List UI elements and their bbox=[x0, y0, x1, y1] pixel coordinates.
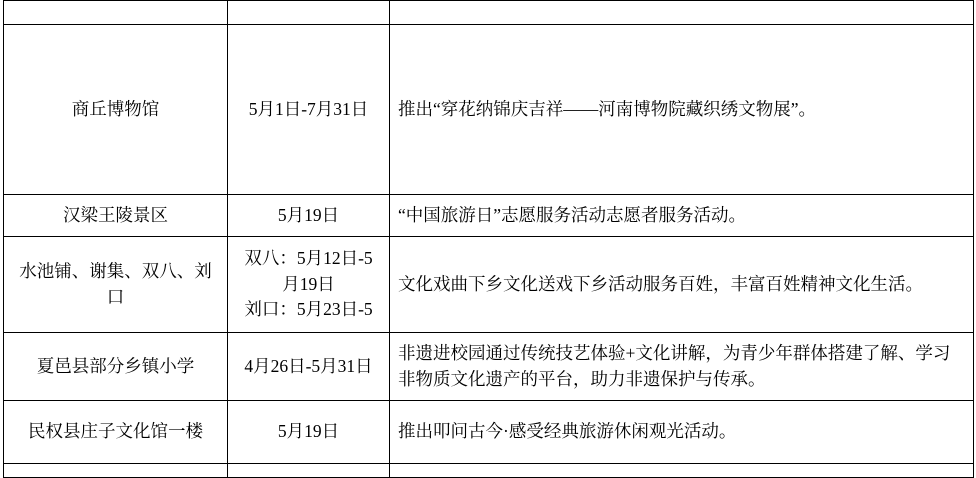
cell-place: 水池铺、谢集、双八、刘口 bbox=[4, 237, 228, 333]
date-line: 双八：5月12日-5 bbox=[244, 248, 373, 269]
cell-description bbox=[390, 464, 974, 478]
column-divider-stub-2 bbox=[389, 0, 390, 24]
cell-description: 文化戏曲下乡文化送戏下乡活动服务百姓，丰富百姓精神文化生活。 bbox=[390, 237, 974, 333]
cell-place: 商丘博物馆 bbox=[4, 25, 228, 195]
cell-description: 推出“穿花纳锦庆吉祥——河南博物院藏织绣文物展”。 bbox=[390, 25, 974, 195]
date-line: 月19日 bbox=[282, 273, 335, 294]
cell-date: 4月26日-5月31日 bbox=[228, 333, 390, 401]
cell-date: 5月19日 bbox=[228, 195, 390, 237]
cell-description: 推出叩问古今·感受经典旅游休闲观光活动。 bbox=[390, 401, 974, 464]
table-top-border-stubs bbox=[0, 0, 976, 24]
table-row bbox=[4, 401, 974, 464]
cell-date: 5月1日-7月31日 bbox=[228, 25, 390, 195]
cell-place: 汉梁王陵景区 bbox=[4, 195, 228, 237]
cell-place: 夏邑县部分乡镇小学 bbox=[4, 333, 228, 401]
cell-place bbox=[4, 464, 228, 478]
date-line-group bbox=[236, 246, 381, 322]
cell-date bbox=[228, 464, 390, 478]
date-line: 刘口：5月23日-5 bbox=[244, 299, 373, 320]
table-row bbox=[4, 195, 974, 237]
cell-description: “中国旅游日”志愿服务活动志愿者服务活动。 bbox=[390, 195, 974, 237]
cell-date bbox=[228, 237, 390, 333]
table-row bbox=[4, 333, 974, 401]
cell-date: 5月19日 bbox=[228, 401, 390, 464]
table-row bbox=[4, 237, 974, 333]
table-row bbox=[4, 25, 974, 195]
activity-schedule-table bbox=[3, 0, 974, 478]
cell-description: 非遗进校园通过传统技艺体验+文化讲解，为青少年群体搭建了解、学习非物质文化遗产的平台，助力非遗保护与传承。 bbox=[390, 333, 974, 401]
column-divider-stub-1 bbox=[227, 0, 228, 24]
table-row-partial bbox=[4, 464, 974, 478]
cell-place: 民权县庄子文化馆一楼 bbox=[4, 401, 228, 464]
